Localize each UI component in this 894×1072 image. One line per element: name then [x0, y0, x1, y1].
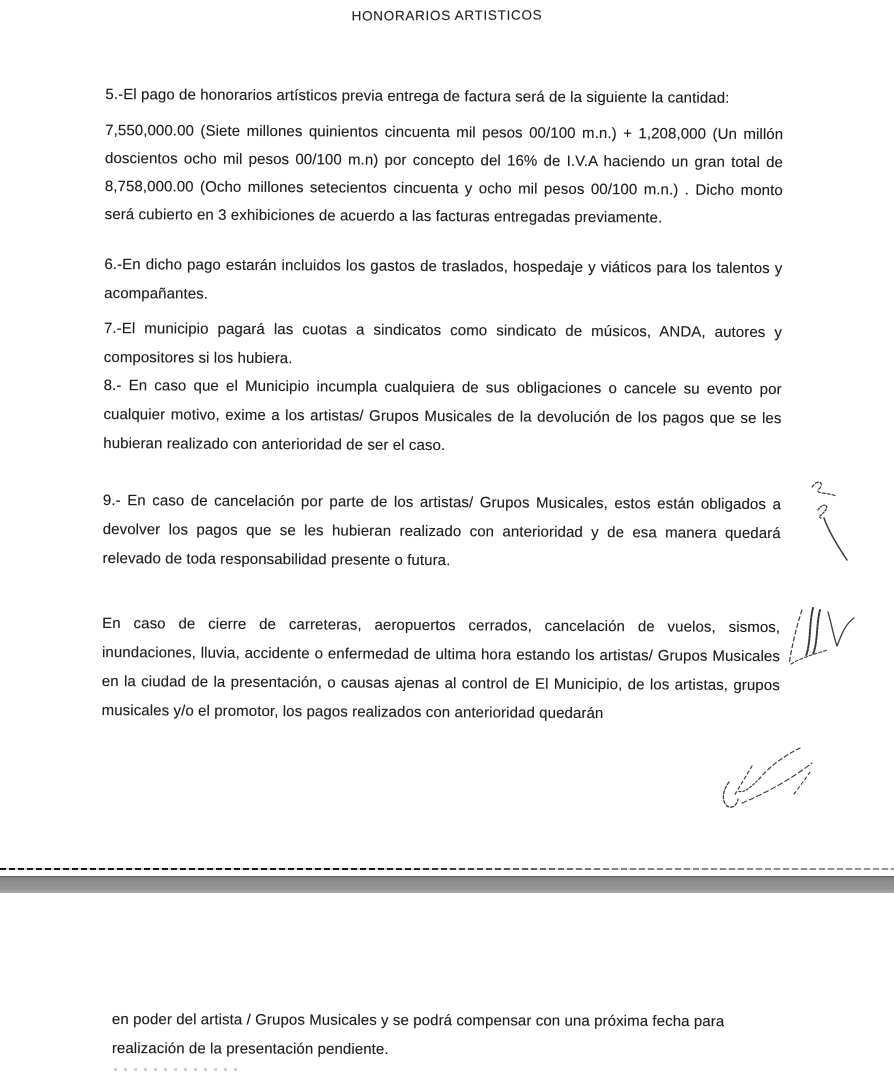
scan-edge-artifact: [0, 868, 894, 870]
clause-9-artist-cancellation: 9.- En caso de cancelación por parte de los artistas/ Grupos Musicales, estos están obligados a devolver los pagos que se les hubieran realizado con anterioridad y de esa manera quedará relevado de toda responsabilidad presente o futura.: [102, 491, 781, 570]
cutoff-next-line-fragment: [114, 1068, 244, 1071]
page2-text-block: [112, 1005, 764, 1065]
page1-text-block: [101, 0, 784, 864]
force-majeure-paragraph: En caso de cierre de carreteras, aeropuertos cerrados, cancelación de vuelos, sismos, inundaciones, lluvia, accidente o enfermedad de ultima hora estando los artistas/ Grupos Musicales en la ciudad de la presentación, o causas ajenas al control de El Municipio, de los artistas, grupos musicales y/o el promotor, los pagos realizados con anterioridad quedarán: [101, 614, 781, 723]
clause-5-amounts: 7,550,000.00 (Siete millones quinientos cincuenta mil pesos 00/100 m.n.) + 1,208,000 (Un millón doscientos ocho mil pesos 00/100 m.n) por concepto del 16% de I.V.A haciendo un gran total de 8,758,000.00 (Ocho millones setecientos cincuenta y ocho mil pesos 00/100 m.n.) . Dicho monto será cubierto en 3 exhibiciones de acuerdo a las facturas entregadas previamente.: [104, 121, 784, 227]
handwritten-initial-1-icon: [798, 473, 860, 569]
handwritten-initial-2-icon: [782, 598, 862, 680]
page-separator-bar: [0, 876, 894, 893]
page2-continuation-paragraph: en poder del artista / Grupos Musicales y se podrá compensar con una próxima fecha para realización de la presentación pendiente.: [111, 1010, 725, 1058]
handwritten-initial-3-icon: [712, 736, 822, 816]
clause-5-payment: 5.-El pago de honorarios artísticos previa entrega de factura será de la siguiente la cantidad:: [105, 85, 730, 107]
page-title: HONORARIOS ARTISTICOS: [351, 7, 543, 24]
clause-8-municipality-breach: 8.- En caso que el Municipio incumpla cualquiera de sus obligaciones o cancele su evento por cualquier motivo, exime a los artistas/ Grupos Musicales de la devolución de los pagos que se les hubieran realizado con anterioridad de ser el caso.: [103, 376, 782, 455]
clause-7-union-fees: 7.-El municipio pagará las cuotas a sindicatos como sindicato de músicos, ANDA, autores y compositores si los hubiera.: [103, 319, 783, 368]
clause-6-expenses: 6.-En dicho pago estarán incluidos los gastos de traslados, hospedaje y viáticos para los talentos y acompañantes.: [104, 255, 783, 303]
